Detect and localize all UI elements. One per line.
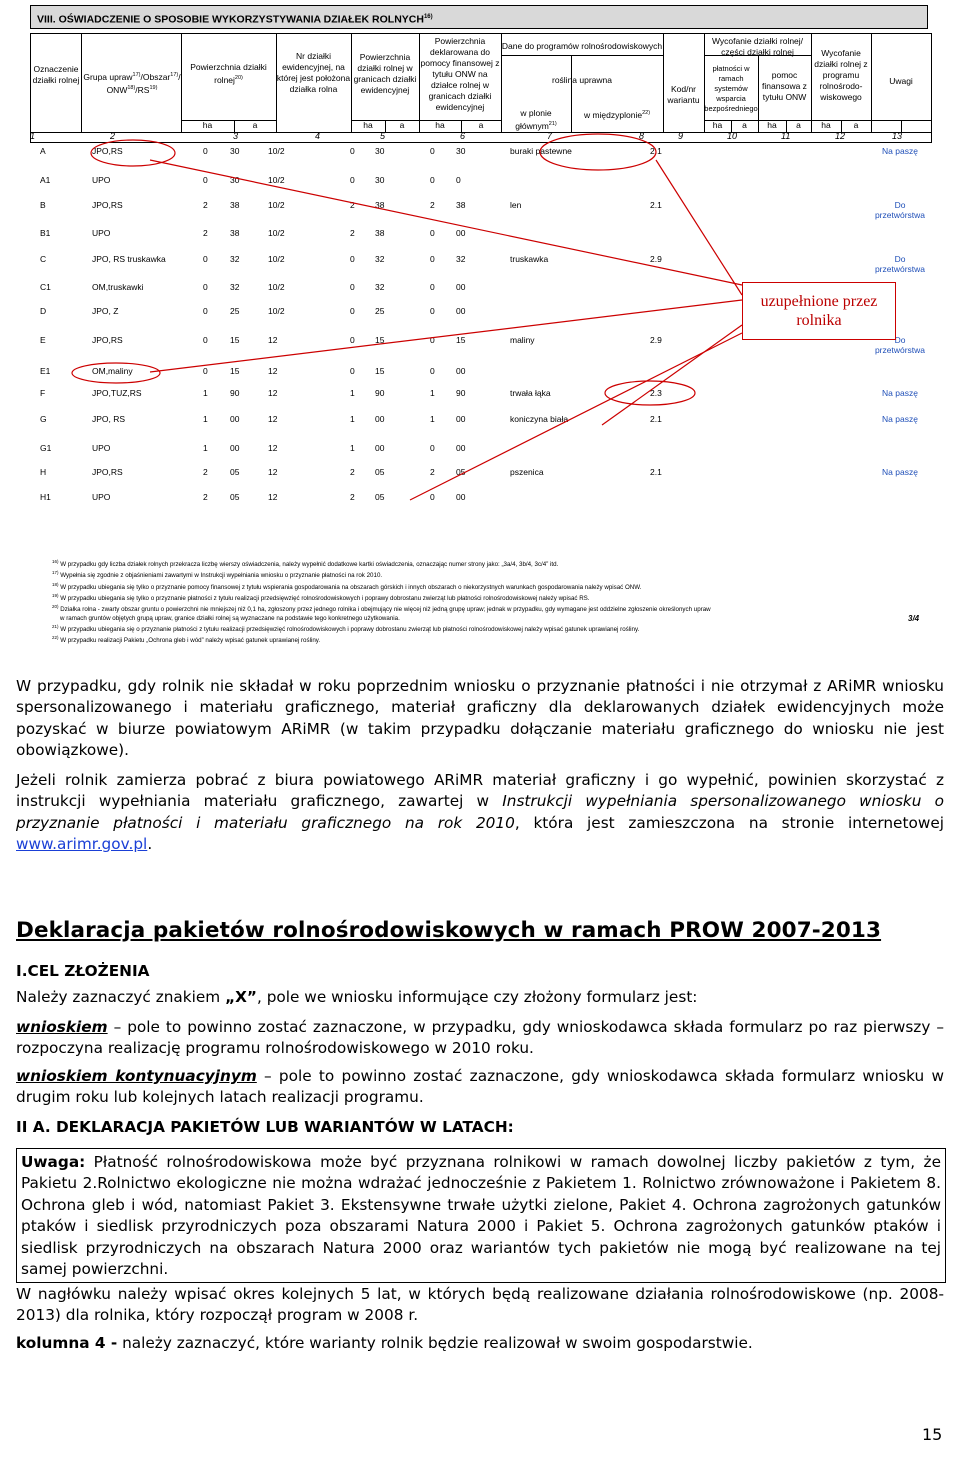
header-col1: Oznaczenie działki rolnej — [32, 64, 80, 85]
unit-ha: ha — [767, 120, 777, 130]
row-area-parcel-a: 00 — [375, 443, 385, 453]
unit-a: a — [796, 120, 801, 130]
row-id: H1 — [40, 492, 51, 502]
row-area-ha: 0 — [203, 175, 208, 185]
row-area-parcel-ha: 0 — [350, 335, 355, 345]
unit-a: a — [853, 120, 859, 130]
row-remarks: Na paszę — [882, 467, 918, 477]
row-variant-code: 2.9 — [650, 335, 662, 345]
row-area-ha: 2 — [203, 467, 208, 477]
row-area-onw-ha: 2 — [430, 200, 435, 210]
header-col11: Wycofanie działki rolnej z programu rolnośrodo-wiskowego — [814, 48, 868, 102]
row-area-ha: 2 — [203, 200, 208, 210]
row-id: F — [40, 388, 46, 398]
row-area-parcel-a: 38 — [375, 228, 385, 238]
col-number: 13 — [892, 131, 903, 141]
row-main-crop: maliny — [510, 335, 535, 345]
declaration-heading: II A. DEKLARACJA PAKIETÓW LUB WARIANTÓW W LATACH: — [16, 1118, 514, 1136]
row-id: G1 — [40, 443, 52, 453]
note-box — [16, 1148, 946, 1283]
row-id: E — [40, 335, 46, 345]
header-col12: Uwagi — [889, 76, 913, 86]
option-wniosek: wnioskiem – pole to powinno zostać zaznaczone, w przypadku, gdy wnioskodawca składa formularz po raz pierwszy – rozpoczyna realizację programu rolnośrodowiskowego w 2010 roku. — [16, 1018, 944, 1058]
paragraph-header-years: W nagłówku należy wpisać okres kolejnych 5 lat, w których będą realizowane działania rolnośrodowiskowe (np. 2008-2013) dla rolnika, który rozpoczął program w 2008 r. — [16, 1285, 944, 1325]
footnote: $^{20)}$ Działka rolna - zwarty obszar gruntu o powierzchni nie mniejszej niż 0,1 ha, zgłoszony przez jednego rolnika i obejmujący nie więcej niż jedną grupę upraw; jednak w przypadku, gdy wymagane jest oddzielne zgłoszenie określonych upraw — [52, 604, 711, 614]
row-area-a: 00 — [230, 443, 240, 453]
footnote: $^{18)}$ W przypadku ubiegania się tylko o przyznanie pomocy finansowej z tytułu wspierania gospodarowania na obszarach górskich i innych obszarach o niekorzystnych warunkach gospodarowania należy wpisać ONW. — [52, 581, 642, 591]
col-number: 5 — [380, 131, 386, 141]
row-area-a: 30 — [230, 175, 240, 185]
row-area-parcel-a: 38 — [375, 200, 385, 210]
col-number: 1 — [30, 131, 36, 141]
row-variant-code: 2.1 — [650, 467, 662, 477]
row-crop-group: JPO,RS — [92, 200, 123, 210]
row-area-parcel-ha: 2 — [350, 492, 355, 502]
row-area-a: 15 — [230, 366, 240, 376]
row-id: C — [40, 254, 47, 264]
row-area-onw-ha: 0 — [430, 228, 435, 238]
row-area-parcel-ha: 0 — [350, 254, 355, 264]
row-area-ha: 2 — [203, 228, 208, 238]
col-number: 10 — [727, 131, 738, 141]
row-remarks: Do przetwórstwa — [874, 335, 926, 355]
row-area-parcel-ha: 0 — [350, 175, 355, 185]
page-title: Deklaracja pakietów rolnośrodowiskowych w ramach PROW 2007-2013 — [16, 918, 882, 943]
row-area-ha: 0 — [203, 282, 208, 292]
row-area-onw-ha: 0 — [430, 335, 435, 345]
row-crop-group: UPO — [92, 175, 111, 185]
table-row — [30, 146, 932, 164]
row-area-a: 15 — [230, 335, 240, 345]
row-area-a: 32 — [230, 254, 240, 264]
row-crop-group: JPO, RS — [92, 414, 126, 424]
table-row — [30, 492, 932, 510]
row-parcel-number: 10/2 — [268, 200, 285, 210]
unit-ha: ha — [435, 120, 445, 130]
row-area-onw-a: 00 — [456, 443, 466, 453]
row-parcel-number: 10/2 — [268, 146, 285, 156]
row-area-parcel-a: 15 — [375, 366, 385, 376]
header-col7-inter: w międzyplonie$^{22)}$ — [583, 109, 651, 120]
row-area-ha: 1 — [203, 388, 208, 398]
row-area-parcel-ha: 1 — [350, 443, 355, 453]
unit-a: a — [399, 120, 405, 130]
row-crop-group: UPO — [92, 492, 111, 502]
row-parcel-number: 12 — [268, 388, 278, 398]
col-number: 4 — [315, 131, 321, 141]
row-area-onw-a: 00 — [456, 282, 466, 292]
table-row — [30, 366, 932, 384]
row-id: A1 — [40, 175, 51, 185]
row-crop-group: JPO, RS truskawka — [92, 254, 166, 264]
row-area-onw-ha: 0 — [430, 492, 435, 502]
note-text: Płatność rolnośrodowiskowa może być przyznana rolnikowi w ramach dowolnej liczby pakietów z tym, że Pakietu 2.Rolnictwo ekologiczne nie można wdrażać jednocześnie z Pakietem 1. Rolnictwo zrównoważone i Pakietem 8. Ochrona gleb i wód, natomiast Pakiet 3. Ekstensywne trwałe użytki zielone, Pakiet 4. Ochrona zagrożonych gatunków ptaków i siedlisk przyrodniczych poza obszarami Natura 2000 i Pakiet 5. Ochrona zagrożonych gatunków ptaków i siedlisk przyrodniczych na obszarach Natura 2000 oraz wariantów tych pakietów nie mogą być realizowane na tej samej powierzchni. — [21, 1153, 941, 1279]
row-crop-group: JPO,TUZ,RS — [92, 388, 142, 398]
col-number: 12 — [835, 131, 846, 141]
row-area-onw-a: 38 — [456, 200, 466, 210]
row-area-ha: 0 — [203, 366, 208, 376]
row-area-a: 30 — [230, 146, 240, 156]
row-area-onw-a: 00 — [456, 366, 466, 376]
row-area-onw-a: 00 — [456, 306, 466, 316]
row-parcel-number: 10/2 — [268, 282, 285, 292]
row-remarks: Do przetwórstwa — [874, 254, 926, 274]
paragraph-graphic-material: W przypadku, gdy rolnik nie składał w roku poprzednim wniosku o przyznanie płatności i nie otrzymał z ARiMR wniosku spersonalizowanego i materiału graficznego, materiał graficzny dla deklarowanych działek ewidencyjnych może pozyskać w biurze powiatowym ARiMR (w takim przypadku dołączanie materiału graficznego do wniosku nie jest obowiązkowe). — [16, 677, 944, 759]
footnotes — [52, 558, 912, 646]
header-col7-group: Dane do programów rolnośrodowiskowych — [501, 41, 663, 51]
table-row — [30, 200, 932, 218]
row-area-onw-ha: 2 — [430, 467, 435, 477]
row-id: A — [40, 146, 46, 156]
unit-a: a — [742, 120, 747, 130]
row-crop-group: OM,truskawki — [92, 282, 144, 292]
note-label: Uwaga: — [21, 1153, 86, 1171]
col-number: 2 — [110, 131, 116, 141]
header-col2: Grupa upraw$^{17)}$/Obszar$^{17)}$/ ONW$^{18)}$/RS$^{19)}$ — [83, 71, 181, 95]
row-main-crop: trwała łąka — [510, 388, 551, 398]
column-numbers-row — [30, 131, 932, 143]
unit-ha: ha — [202, 120, 213, 130]
row-area-parcel-ha: 0 — [350, 146, 355, 156]
header-col7-main: w plonie głównym$^{21)}$ — [515, 108, 557, 131]
row-area-a: 38 — [230, 228, 240, 238]
row-area-onw-ha: 0 — [430, 282, 435, 292]
footnote: $^{21)}$ W przypadku ubiegania się o przyznanie płatności z tytułu realizacji przedsięwzięć rolnośrodowiskowych i poprawy dobrostanu zwierząt lub płatności rolnośrodowiskowej należy wpisać gatunek uprawianej rośliny. — [52, 624, 640, 634]
row-area-ha: 0 — [203, 146, 208, 156]
col-number: 11 — [781, 131, 791, 141]
row-area-onw-ha: 0 — [430, 254, 435, 264]
row-crop-group: OM,maliny — [92, 366, 133, 376]
row-area-a: 00 — [230, 414, 240, 424]
row-parcel-number: 12 — [268, 467, 278, 477]
row-area-onw-a: 05 — [456, 467, 466, 477]
row-main-crop: len — [510, 200, 522, 210]
row-area-onw-a: 30 — [456, 146, 466, 156]
col-number: 8 — [639, 131, 645, 141]
form-page-number: 3/4 — [908, 614, 920, 623]
row-area-parcel-ha: 1 — [350, 414, 355, 424]
arimr-link[interactable]: www.arimr.gov.pl — [16, 834, 148, 853]
row-area-ha: 2 — [203, 492, 208, 502]
row-area-ha: 0 — [203, 335, 208, 345]
row-crop-group: JPO,RS — [92, 146, 123, 156]
row-area-parcel-a: 25 — [375, 306, 385, 316]
row-area-parcel-ha: 0 — [350, 366, 355, 376]
row-area-a: 25 — [230, 306, 240, 316]
row-id: B — [40, 200, 46, 210]
header-col9-group: Wycofanie działki rolnej/ części działki rolnej — [711, 36, 804, 57]
row-area-parcel-ha: 2 — [350, 228, 355, 238]
row-parcel-number: 12 — [268, 335, 278, 345]
row-id: D — [40, 306, 47, 316]
col-number: 9 — [678, 131, 684, 141]
row-area-parcel-ha: 1 — [350, 388, 355, 398]
row-main-crop: pszenica — [510, 467, 544, 477]
row-area-onw-a: 00 — [456, 414, 466, 424]
table-row — [30, 414, 932, 432]
row-area-parcel-a: 30 — [375, 175, 385, 185]
section-title: VIII. OŚWIADCZENIE O SPOSOBIE WYKORZYSTYWANIA DZIAŁEK ROLNYCH — [37, 13, 424, 26]
row-id: G — [40, 414, 47, 424]
paragraph-instruction: Jeżeli rolnik zamierza pobrać z biura powiatowego ARiMR materiał graficzny i go wypełnić, powinien skorzystać z instrukcji wypełniania materiału graficznego, zawartej w Instrukcji wypełniania spersonalizowanego wniosku o przyznanie płatności i materiału graficznego na rok 2010, która jest zamieszczona na stronie internetowej www.arimr.gov.pl. — [16, 771, 944, 853]
row-id: B1 — [40, 228, 51, 238]
row-area-onw-ha: 0 — [430, 175, 435, 185]
row-main-crop: koniczyna biała — [510, 414, 569, 424]
header-col3: Powierzchnia działki rolnej$^{20)}$ — [190, 62, 267, 85]
row-area-a: 38 — [230, 200, 240, 210]
row-area-onw-a: 15 — [456, 335, 466, 345]
row-area-onw-a: 00 — [456, 492, 466, 502]
row-parcel-number: 10/2 — [268, 306, 285, 316]
row-main-crop: buraki pastewne — [510, 146, 572, 156]
row-area-parcel-a: 90 — [375, 388, 385, 398]
table-row — [30, 175, 932, 193]
row-area-ha: 0 — [203, 254, 208, 264]
row-crop-group: UPO — [92, 443, 111, 453]
row-variant-code: 2.1 — [650, 414, 662, 424]
row-parcel-number: 10/2 — [268, 175, 285, 185]
table-row — [30, 228, 932, 246]
row-crop-group: JPO, Z — [92, 306, 119, 316]
header-col4: Nr działki ewidencyjnej, na której jest położona działka rolna — [276, 51, 351, 94]
unit-ha: ha — [363, 120, 373, 130]
unit-a: a — [252, 120, 258, 130]
table-row — [30, 467, 932, 485]
row-remarks: Na paszę — [882, 414, 918, 424]
row-area-onw-a: 32 — [456, 254, 466, 264]
col-number: 6 — [460, 131, 466, 141]
row-crop-group: UPO — [92, 228, 111, 238]
row-area-parcel-a: 05 — [375, 467, 385, 477]
statement-table-header — [30, 33, 932, 143]
row-area-parcel-ha: 2 — [350, 467, 355, 477]
col-number: 7 — [547, 131, 553, 141]
row-area-onw-ha: 1 — [430, 388, 435, 398]
paragraph-column-4: kolumna 4 - należy zaznaczyć, które warianty rolnik będzie realizował w swoim gospodarstwie. — [16, 1334, 753, 1352]
row-variant-code: 2.9 — [650, 254, 662, 264]
col-number: 3 — [233, 131, 239, 141]
row-id: H — [40, 467, 47, 477]
row-parcel-number: 10/2 — [268, 228, 285, 238]
row-area-onw-a: 00 — [456, 228, 466, 238]
row-parcel-number: 12 — [268, 366, 278, 376]
unit-ha: ha — [712, 120, 723, 130]
row-parcel-number: 12 — [268, 492, 278, 502]
section-title-sup: 16) — [423, 14, 433, 20]
row-area-ha: 1 — [203, 443, 208, 453]
row-area-a: 05 — [230, 467, 240, 477]
row-area-a: 05 — [230, 492, 240, 502]
row-variant-code: 2.1 — [650, 146, 662, 156]
header-col6: Powierzchnia deklarowana do pomocy finansowej z tytułu ONW na działce rolnej w granicach działki ewidencyjnej — [420, 36, 500, 112]
row-area-parcel-a: 05 — [375, 492, 385, 502]
row-remarks: Na paszę — [882, 388, 918, 398]
footnote: $^{17)}$ Wypełnia się zgodnie z objaśnieniami zawartymi w Instrukcji wypełniania wniosku o przyznanie płatności na rok 2010. — [52, 570, 383, 580]
row-remarks: Do przetwórstwa — [874, 200, 926, 220]
row-area-onw-a: 0 — [456, 175, 461, 185]
row-area-onw-ha: 0 — [430, 443, 435, 453]
annotation-farmer-filled: uzupełnione przez rolnika — [742, 282, 896, 340]
row-area-onw-ha: 0 — [430, 306, 435, 316]
goal-instruction: Należy zaznaczyć znakiem „X”, pole we wniosku informujące czy złożony formularz jest: — [16, 988, 698, 1006]
row-area-parcel-a: 32 — [375, 254, 385, 264]
option-wniosek-kontynuacyjny: wnioskiem kontynuacyjnym – pole to powinno zostać zaznaczone, gdy wnioskodawca składa formularz wniosku w drugim roku lub kolejnych latach realizacji programu. — [16, 1067, 944, 1107]
row-area-parcel-ha: 0 — [350, 282, 355, 292]
row-area-ha: 1 — [203, 414, 208, 424]
footnote: $^{16)}$ W przypadku gdy liczba działek rolnych przekracza liczbę wierszy oświadczenia, należy wypełnić dodatkowe kartki oświadczenia, oznaczając numer strony jako: „3a/4, 3b/4, 3c/4” itd. — [52, 559, 559, 569]
row-area-parcel-a: 15 — [375, 335, 385, 345]
row-area-parcel-ha: 0 — [350, 306, 355, 316]
row-area-onw-a: 90 — [456, 388, 466, 398]
table-row — [30, 443, 932, 461]
row-area-ha: 0 — [203, 306, 208, 316]
row-parcel-number: 12 — [268, 414, 278, 424]
row-crop-group: JPO,RS — [92, 467, 123, 477]
row-parcel-number: 12 — [268, 443, 278, 453]
footnote: $^{22)}$ W przypadku realizacji Pakietu „Ochrona gleb i wód” należy wpisać gatunek uprawianej rośliny. — [52, 635, 321, 645]
row-id: E1 — [40, 366, 51, 376]
row-area-onw-ha: 1 — [430, 414, 435, 424]
header-col10: pomoc finansowa z tytułu ONW — [762, 70, 807, 102]
row-area-a: 32 — [230, 282, 240, 292]
row-remarks: Na paszę — [882, 146, 918, 156]
row-area-parcel-a: 30 — [375, 146, 385, 156]
header-col8: Kod/nr wariantu — [667, 84, 700, 105]
section-title-bar — [30, 5, 928, 29]
row-variant-code: 2.3 — [650, 388, 662, 398]
row-area-onw-ha: 0 — [430, 366, 435, 376]
table-row — [30, 254, 932, 272]
footnote: $^{19)}$ W przypadku ubiegania się tylko o przyznanie płatności z tytułu realizacji przedsięwzięć rolnośrodowiskowych i poprawy dobrostanu zwierząt lub płatności rolnośrodowiskowej należy wpisać RS. — [52, 593, 590, 603]
row-area-a: 90 — [230, 388, 240, 398]
header-col7-crop: roślina uprawna — [551, 75, 612, 85]
row-variant-code: 2.1 — [650, 200, 662, 210]
page-number: 15 — [922, 1425, 943, 1444]
row-area-parcel-ha: 2 — [350, 200, 355, 210]
header-col5: Powierzchnia działki rolnej w granicach działki ewidencyjnej — [353, 52, 417, 95]
unit-a: a — [478, 120, 484, 130]
row-area-parcel-a: 00 — [375, 414, 385, 424]
unit-ha: ha — [821, 120, 831, 130]
header-col9: płatności w ramach systemów wsparcia bezpośredniego — [704, 64, 758, 113]
row-main-crop: truskawka — [510, 254, 549, 264]
table-row — [30, 388, 932, 406]
row-parcel-number: 10/2 — [268, 254, 285, 264]
row-area-onw-ha: 0 — [430, 146, 435, 156]
form-excerpt — [30, 0, 932, 645]
row-crop-group: JPO,RS — [92, 335, 123, 345]
row-area-parcel-a: 32 — [375, 282, 385, 292]
footnote: w ramach gruntów objętych grupą upraw, granice działki rolnej są wyznaczane na podstawie tego konkretnego użytkowania. — [60, 614, 400, 622]
row-id: C1 — [40, 282, 51, 292]
goal-heading: I.CEL ZŁOŻENIA — [16, 962, 150, 980]
